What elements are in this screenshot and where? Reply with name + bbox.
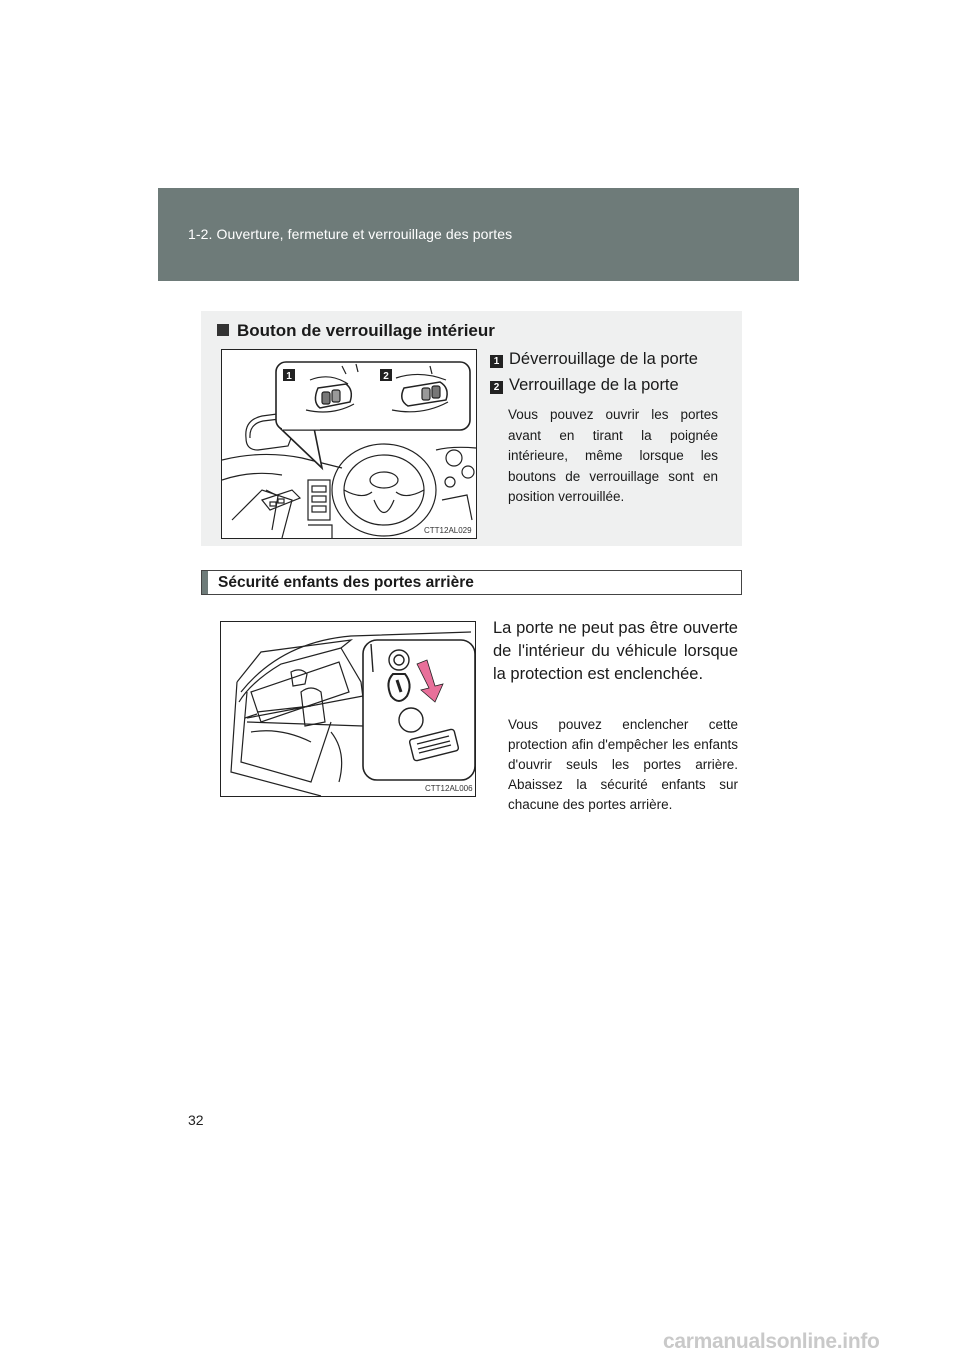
page-number: 32: [188, 1112, 204, 1128]
child-lock-illustration: [220, 621, 476, 797]
interior-lock-illustration: [221, 349, 477, 539]
figure-code: CTT12AL029: [424, 526, 472, 535]
rear-door-drawing: [221, 622, 475, 796]
figure-code-2: CTT12AL006: [425, 784, 473, 793]
section-accent: [202, 571, 208, 594]
child-lock-main-text: La porte ne peut pas être ouverte de l'intérieur du véhicule lorsque la protection est enclenchée.: [493, 619, 738, 683]
callout-label-1: 1: [286, 371, 292, 382]
callout-label-2: 2: [383, 371, 389, 382]
item-lock: [490, 376, 679, 395]
section-header: [158, 188, 799, 281]
section-header-title: 1-2. Ouverture, fermeture et verrouillage des portes: [188, 226, 513, 242]
item-unlock: [490, 350, 698, 369]
child-lock-section-bar: [201, 570, 742, 595]
square-bullet-icon: [217, 324, 229, 336]
child-lock-title: Sécurité enfants des portes arrière: [218, 574, 474, 591]
child-lock-note: Vous pouvez enclencher cette protection afin d'empêcher les enfants d'ouvrir seuls les portes arrière. Abaissez la sécurité enfants sur chacune des portes arrière.: [508, 717, 738, 812]
item-unlock-label: Déverrouillage de la porte: [509, 350, 698, 368]
number-badge-2: 2: [490, 381, 503, 394]
number-badge-1: 1: [490, 355, 503, 368]
watermark: carmanualsonline.info: [663, 1330, 880, 1353]
item-lock-label: Verrouillage de la porte: [509, 376, 679, 394]
interior-lock-title: Bouton de verrouillage intérieur: [217, 321, 495, 341]
dashboard-lock-drawing: [222, 350, 476, 538]
lock-note: Vous pouvez ouvrir les portes avant en tirant la poignée intérieure, même lorsque les boutons de verrouillage sont en position verrouillée.: [508, 407, 718, 504]
